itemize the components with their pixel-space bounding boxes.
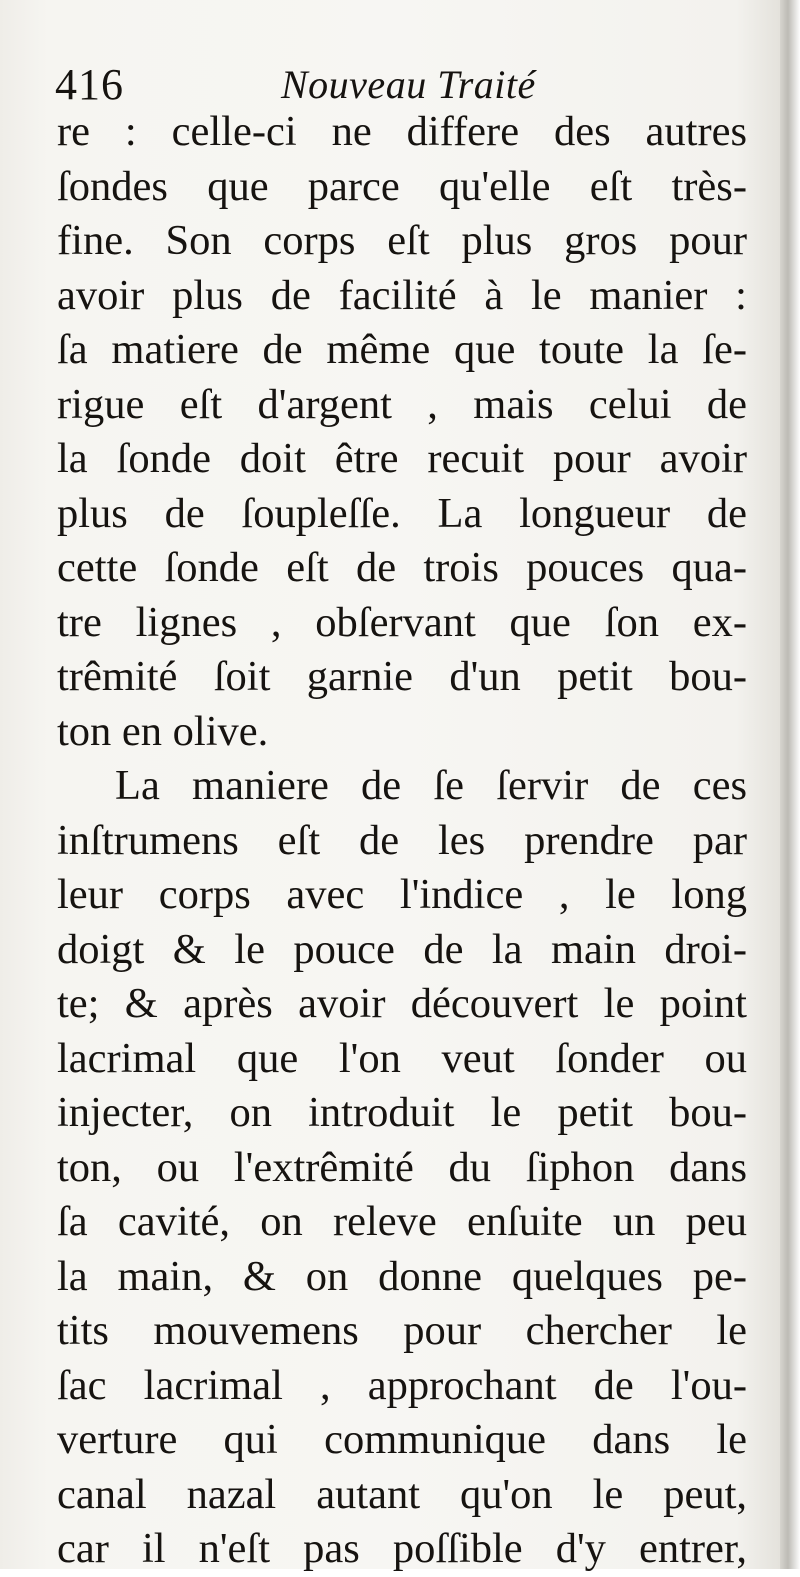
text-line: canal nazal autant qu'on le peut, [57, 1470, 747, 1518]
page-edge-shadow [780, 0, 800, 1569]
text-line: trêmité ſoit garnie d'un petit bou- [57, 653, 747, 700]
text-line: la main, & on donne quelques pe- [57, 1252, 747, 1300]
text-line: inſtrumens eſt de les prendre par [57, 816, 747, 864]
text-line: tits mouvemens pour chercher le [57, 1307, 747, 1354]
text-line: lacrimal que l'on veut ſonder ou [57, 1034, 747, 1082]
body-text [57, 105, 747, 1577]
text-line: plus de ſoupleſſe. La longueur de [57, 489, 747, 537]
text-line: cette ſonde eſt de trois pouces qua- [57, 544, 747, 591]
text-line: ſa matiere de même que toute la ſe- [57, 326, 747, 373]
text-line: injecter, on introduit le petit bou- [57, 1089, 747, 1136]
running-title: Nouveau Traité [281, 62, 536, 107]
page-header [55, 60, 615, 110]
text-line-paragraph-end: ton en olive. [57, 707, 269, 755]
text-line: rigue eſt d'argent , mais celui de [57, 380, 747, 428]
text-line: fine. Son corps eſt plus gros pour [57, 217, 747, 264]
page-number: 416 [55, 60, 124, 109]
text-line-paragraph-start: La maniere de ſe ſervir de ces [115, 762, 747, 809]
text-line: te; & après avoir découvert le point [57, 980, 747, 1027]
text-line: la ſonde doit être recuit pour avoir [57, 435, 747, 482]
text-line: leur corps avec l'indice , le long [57, 871, 747, 918]
text-line: re : celle-ci ne differe des autres [57, 108, 747, 155]
text-line: ſa cavité, on releve enſuite un peu [57, 1198, 747, 1245]
text-line: verture qui communique dans le [57, 1416, 747, 1463]
text-line: ſondes que parce qu'elle eſt très- [57, 162, 747, 210]
text-line: avoir plus de facilité à le manier : [57, 271, 747, 319]
text-line: tre lignes , obſervant que ſon ex- [57, 598, 747, 646]
text-line: ton, ou l'extrêmité du ſiphon dans [57, 1143, 747, 1191]
text-line: ſac lacrimal , approchant de l'ou- [57, 1361, 747, 1409]
text-line: car il n'eſt pas poſſible d'y entrer, [57, 1525, 747, 1572]
text-line: doigt & le pouce de la main droi- [57, 925, 747, 973]
